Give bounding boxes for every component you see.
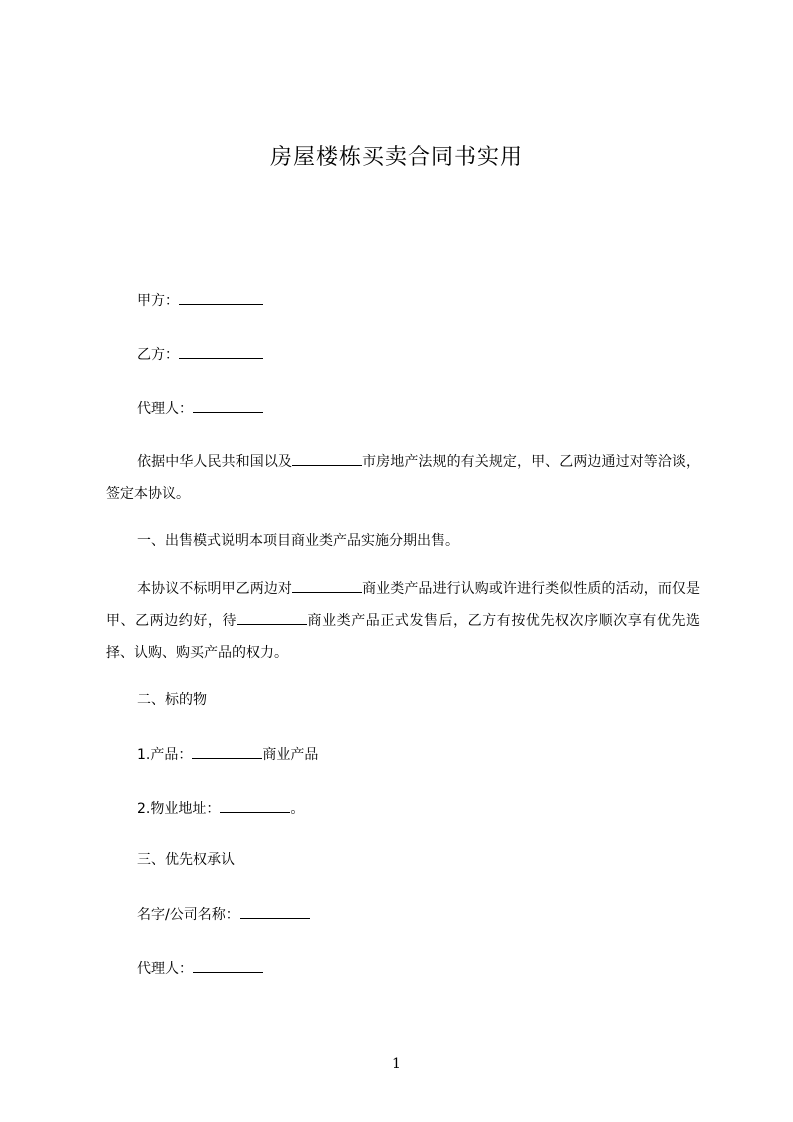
party-a-blank	[179, 290, 263, 305]
item2-suffix: 。	[290, 801, 305, 817]
section2-heading: 二、标的物	[137, 692, 207, 708]
item1-suffix: 商业产品	[262, 747, 319, 763]
agent-line	[137, 398, 263, 419]
item2-blank	[220, 798, 290, 813]
section1-text-1: 本协议不标明甲乙两边对	[137, 581, 292, 597]
section1-paragraph	[106, 573, 700, 669]
agent2-line	[137, 958, 263, 979]
agent2-label: 代理人：	[137, 961, 193, 977]
page-number: 1	[392, 1056, 401, 1072]
name-company-blank	[240, 904, 310, 919]
document-title: 房屋楼栋买卖合同书实用	[269, 145, 523, 170]
item1-line	[137, 744, 318, 765]
intro-text-1: 依据中华人民共和国以及	[137, 454, 292, 470]
intro-city-blank	[292, 451, 362, 466]
section1-blank-2	[237, 610, 307, 625]
item2-line	[137, 798, 304, 819]
section1-heading: 一、出售模式说明本项目商业类产品实施分期出售。	[137, 533, 459, 549]
item2-label: 2.物业地址：	[137, 801, 221, 817]
intro-text-2: 市房地产法规的有关规定，甲、乙两边通过对等洽谈，签定本协议。	[106, 454, 700, 502]
party-b-line	[137, 344, 263, 365]
name-company-label: 名字/公司名称：	[137, 907, 240, 923]
name-company-line	[137, 904, 310, 925]
party-b-blank	[179, 344, 263, 359]
party-a-label: 甲方：	[137, 293, 179, 309]
section3-heading: 三、优先权承认	[137, 852, 235, 868]
section1-text-2: 商业类产品进行认购或许进行类似性质的活动，而仅是甲、乙两边约好，待	[106, 581, 700, 629]
section1-blank-1	[292, 578, 362, 593]
agent2-blank	[193, 958, 263, 973]
intro-paragraph	[106, 446, 700, 510]
agent-blank	[193, 398, 263, 413]
agent-label: 代理人：	[137, 401, 193, 417]
party-b-label: 乙方：	[137, 347, 179, 363]
item1-label: 1.产品：	[137, 747, 193, 763]
item1-blank	[192, 744, 262, 759]
section1-text-3: 商业类产品正式发售后，乙方有按优先权次序顺次享有优先选择、认购、购买产品的权力。	[106, 613, 700, 661]
party-a-line	[137, 290, 263, 311]
